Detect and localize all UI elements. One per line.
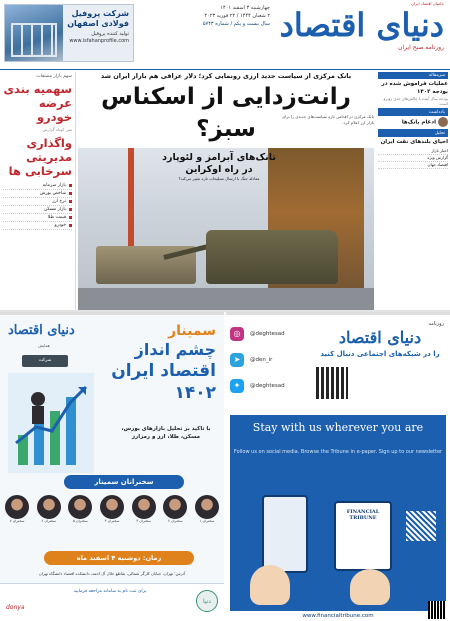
- section-label: یادداشت: [378, 109, 448, 116]
- speakers-row: [4, 495, 220, 543]
- seminar-logo: دنیای اقتصاد: [8, 323, 75, 338]
- main-headline[interactable]: رانت‌زدایی از اسکناس سبز؟: [101, 84, 351, 142]
- seminar-title-1: سمینار: [168, 323, 216, 339]
- growth-chart-icon: [8, 373, 94, 473]
- left-kicker: سهم بازار مشتقات: [36, 74, 72, 79]
- follow-tagline: را در شبکه‌های اجتماعی دنبال کنید: [320, 350, 440, 358]
- seminar-address: آدرس: تهران، خیابان کارگر شمالی، تقاطع جلال آل احمد، دانشکده اقتصاد دانشگاه تهران: [38, 571, 186, 576]
- right-box-2: [378, 108, 448, 127]
- list-item[interactable]: خودرو: [3, 222, 72, 230]
- main-photo[interactable]: [78, 148, 374, 310]
- left-body-1: متن کوتاه گزارش: [42, 127, 72, 132]
- seminar-title-3: اقتصاد ایران: [111, 361, 216, 381]
- panel-subtitle: Follow us on social media. Browse the Tribune in e-paper. Sign up to our newsletter: [233, 449, 443, 455]
- speaker: [36, 495, 62, 543]
- qr-code-icon[interactable]: [406, 511, 436, 541]
- seminar-title: [86, 323, 216, 404]
- lead-row: [78, 114, 374, 150]
- speaker: [67, 495, 93, 543]
- left-news-list: [3, 182, 72, 230]
- speaker: [194, 495, 220, 543]
- photo-ground: [78, 288, 374, 310]
- issue-info: [140, 4, 270, 62]
- list-item[interactable]: اقتصاد جهان: [378, 162, 448, 169]
- speaker-photo: [5, 495, 29, 519]
- ad-line: تولید کننده پروفیل: [91, 31, 129, 37]
- seminar-title-4: ۱۴۰۲: [174, 383, 216, 403]
- main-kicker: بانک مرکزی از سیاست جدید ارزی رونمایی کرد؛ دلار عراقی هم بازار ایران شد: [100, 72, 352, 80]
- phone-icon: [262, 495, 308, 573]
- caption-sub: معادله جنگ با ارسال تسلیحات تازه تغییر می‌کند؟: [178, 176, 260, 181]
- speaker: [99, 495, 125, 543]
- list-item[interactable]: نرخ ارز: [3, 198, 72, 206]
- speaker-name: سخنران ۷: [9, 519, 25, 523]
- section-label: تحلیل: [378, 130, 448, 137]
- top-strip: حامیان اقتصاد ایران: [411, 1, 444, 6]
- seminar-footer: [0, 583, 224, 621]
- hand-icon: [250, 565, 290, 605]
- newspaper-logo[interactable]: [274, 6, 444, 58]
- speakers-label: سخنرانان سمینار: [64, 475, 184, 489]
- ad-structure-graphic: [11, 23, 57, 57]
- right-headline-2[interactable]: [378, 117, 448, 127]
- right-body-1: بودجه سال آینده با چالش‌های جدی روبرو است.: [383, 96, 448, 106]
- list-item[interactable]: شاخص بورس: [3, 190, 72, 198]
- main-story: [78, 72, 374, 310]
- financial-tribune-logo: FINANCIAL TRIBUNE: [346, 509, 380, 521]
- speaker: [4, 495, 30, 543]
- tribune-panel: [230, 415, 446, 611]
- list-item[interactable]: گزارش ویژه: [378, 155, 448, 162]
- left-headline-1[interactable]: سهمیه بندی عرضه خودرو: [3, 82, 72, 124]
- follow-logo-box: [316, 321, 444, 393]
- seminar-growth-graphic: [8, 373, 94, 473]
- social-telegram[interactable]: [230, 347, 310, 373]
- telegram-icon: ➤: [230, 353, 244, 367]
- speaker-photo: [37, 495, 61, 519]
- twitter-icon: ✦: [230, 379, 244, 393]
- photo-container-stack: [268, 148, 364, 310]
- instagram-icon: ◎: [230, 327, 244, 341]
- seminar-partner-badge: شرکت: [22, 355, 68, 367]
- speaker: [162, 495, 188, 543]
- left-headline-2[interactable]: واگذاری مدیریتی سرخابی ها: [8, 136, 72, 178]
- list-item[interactable]: بازار مسکن: [3, 206, 72, 214]
- list-item[interactable]: اخبار بازار: [378, 148, 448, 155]
- seminar-description: با تاکید بر تحلیل بازارهای بورس، مسکن، طلا، ارز و رمزارز: [121, 426, 211, 440]
- speaker-name: سخنران ۶: [41, 519, 57, 523]
- qr-code-icon[interactable]: [316, 367, 348, 399]
- section-label: سرمقاله: [378, 72, 448, 79]
- speaker-photo: [195, 495, 219, 519]
- social-handle: @deghtesad: [250, 331, 285, 337]
- author-avatar: [438, 117, 448, 127]
- ad-line: www.isfahanprofile.com: [69, 38, 129, 44]
- masthead: [0, 0, 450, 70]
- social-handle: @den_ir: [250, 357, 273, 363]
- date-line: چهارشنبه ۳ اسفند ۱۴۰۱: [220, 5, 270, 11]
- speaker-name: سخنران ۲: [167, 519, 183, 523]
- seminar-footer-text[interactable]: برای ثبت نام به سامانه مراجعه فرمایید: [73, 589, 147, 594]
- speaker-photo: [68, 495, 92, 519]
- seminar-title-2: چشم انداز: [134, 340, 216, 359]
- speaker-name: سخنران ۳: [136, 519, 152, 523]
- ad-lines: [59, 31, 129, 45]
- speaker-photo: [132, 495, 156, 519]
- follow-kicker: روزنامه: [428, 321, 444, 327]
- date-line: ۲ شعبان ۱۴۴۴ / ۲۲ فوریه ۲۰۲۳: [204, 13, 270, 19]
- university-logo-icon: دنیا: [196, 590, 218, 612]
- speaker-name: سخنران ۵: [73, 519, 88, 523]
- speaker-name: سخنران ۱: [199, 519, 215, 523]
- right-box-3: [378, 129, 448, 146]
- hand-icon: [350, 569, 390, 605]
- seminar-logo-sub: همایش: [38, 343, 50, 348]
- main-lead: بانک مرکزی در اقدامی تازه سیاست‌های جدیدی را برای بازار ارز اعلام کرد.: [282, 114, 374, 125]
- right-headline-3[interactable]: احیای بلندهای نقت ایران: [380, 139, 448, 145]
- website-link[interactable]: www.financialtribune.com: [302, 613, 374, 619]
- photo-caption: [160, 152, 278, 182]
- follow-ad[interactable]: [226, 312, 450, 621]
- caption-headline[interactable]: تانک‌های آبرامز و لئوپارد در راه اوکراین: [162, 152, 276, 175]
- speaker: [131, 495, 157, 543]
- top-ad[interactable]: [4, 4, 134, 62]
- list-item[interactable]: بازار سرمایه: [3, 182, 72, 190]
- right-column: [376, 72, 450, 310]
- logo-tagline: روزنامه صبح ایران: [398, 44, 444, 51]
- footer-brand: donya: [6, 604, 25, 611]
- ad-title: شرکت پروفیل فولادی اصفهان: [67, 9, 129, 28]
- social-links: [230, 321, 310, 399]
- social-instagram[interactable]: [230, 321, 310, 347]
- photo-tank: [206, 230, 338, 284]
- speaker-photo: [100, 495, 124, 519]
- seminar-time: زمان: دوشنبه ۴ اسفند ماه: [44, 551, 194, 565]
- issue-number: سال بیست و یکم / شماره ۵۷۴۳: [202, 21, 270, 27]
- list-item[interactable]: قیمت طلا: [3, 214, 72, 222]
- logo-text: دنیای اقتصاد: [279, 6, 444, 44]
- seminar-ad[interactable]: [0, 312, 224, 621]
- follow-logo: دنیای اقتصاد: [338, 328, 422, 347]
- speaker-photo: [163, 495, 187, 519]
- right-headline-2-text: ادغام بانک‌ها: [401, 119, 436, 126]
- speaker-name: سخنران ۴: [104, 519, 120, 523]
- social-handle: @deghtesad: [250, 383, 285, 389]
- panel-title: Stay with us wherever you are: [252, 421, 424, 434]
- social-twitter[interactable]: [230, 373, 310, 399]
- right-news-list: [378, 148, 448, 169]
- left-column: [0, 72, 76, 310]
- right-headline-1[interactable]: عملیات فراموش شده در بودجه ۱۴۰۲: [381, 81, 448, 95]
